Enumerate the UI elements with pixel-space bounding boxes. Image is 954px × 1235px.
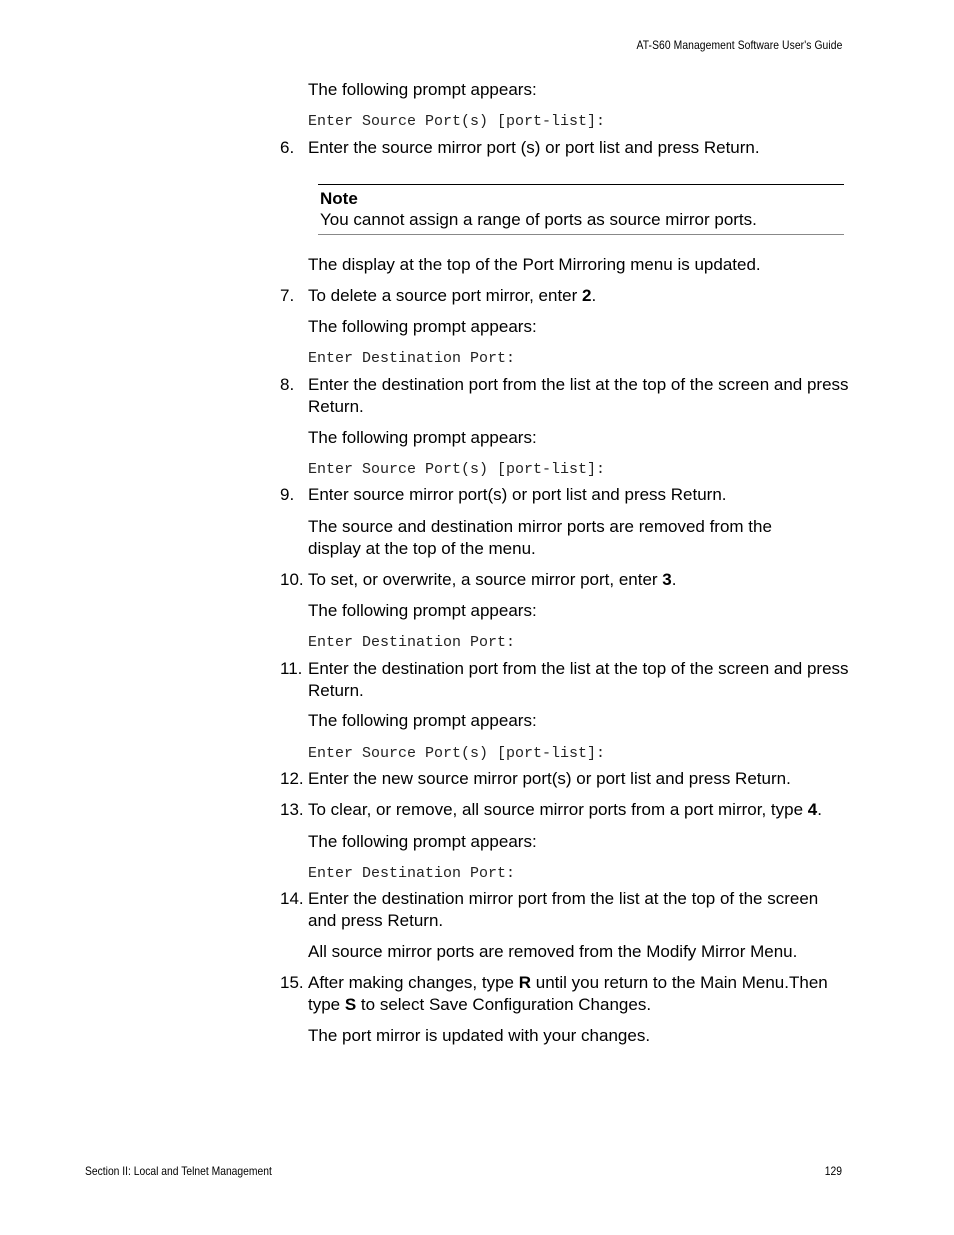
note-box [318, 184, 844, 235]
step-text-part: To clear, or remove, all source mirror ports from a port mirror, type [308, 800, 808, 819]
step-text-part: To set, or overwrite, a source mirror port, enter [308, 570, 663, 589]
step-15 [280, 972, 850, 1016]
step-14 [280, 888, 850, 932]
step-text-part: To delete a source port mirror, enter [308, 286, 583, 305]
key-label: R [518, 973, 532, 992]
step-6 [280, 137, 850, 159]
key-label: 4 [807, 800, 818, 819]
paragraph: The following prompt appears: [308, 601, 537, 620]
note-title: Note [320, 189, 358, 208]
paragraph: The display at the top of the Port Mirroring menu is updated. [308, 255, 761, 274]
footer-section: Section II: Local and Telnet Management [85, 1164, 272, 1178]
code-prompt: Enter Destination Port: [308, 634, 516, 651]
step-9 [280, 484, 850, 506]
step-text [308, 285, 850, 307]
key-label: 2 [582, 286, 592, 305]
note-text: You cannot assign a range of ports as source mirror ports. [320, 210, 757, 229]
paragraph: The source and destination mirror ports are removed from the display at the top of the menu. [308, 517, 772, 558]
paragraph: The following prompt appears: [308, 711, 537, 730]
step-text [308, 972, 850, 1016]
step-number: 7. [280, 286, 295, 305]
step-number: 6. [280, 138, 295, 157]
step-text [308, 799, 850, 821]
step-number: 12. [280, 769, 304, 788]
code-prompt: Enter Source Port(s) [port-list]: [308, 113, 606, 130]
running-header: AT-S60 Management Software User's Guide [636, 38, 842, 52]
step-number: 14. [280, 889, 304, 908]
step-10 [280, 569, 850, 591]
step-text-part: . [671, 570, 677, 589]
step-number: 13. [280, 800, 304, 819]
paragraph: The following prompt appears: [308, 428, 537, 447]
step-13 [280, 799, 850, 821]
step-text: Enter the destination port from the list at the top of the screen and press Return. [308, 375, 849, 416]
step-text-part: After making changes, type [308, 973, 519, 992]
step-12 [280, 768, 850, 790]
step-number: 10. [280, 570, 304, 589]
step-number: 9. [280, 485, 295, 504]
step-text: Enter the destination port from the list at the top of the screen and press Return. [308, 659, 849, 700]
code-prompt: Enter Source Port(s) [port-list]: [308, 461, 606, 478]
step-text: Enter the destination mirror port from the list at the top of the screen and press Return. [308, 889, 819, 930]
key-label: 3 [662, 570, 672, 589]
step-11 [280, 658, 850, 702]
step-8 [280, 374, 850, 418]
step-text [308, 569, 850, 591]
paragraph: The following prompt appears: [308, 832, 537, 851]
step-number: 8. [280, 375, 295, 394]
step-text-part: . [817, 800, 822, 819]
page-number: 129 [824, 1164, 842, 1178]
step-text: Enter the source mirror port (s) or port list and press Return. [308, 138, 760, 157]
step-number: 15. [280, 973, 304, 992]
paragraph: The following prompt appears: [308, 80, 537, 99]
step-7 [280, 285, 850, 307]
key-label: S [344, 995, 357, 1014]
step-text-part: . [591, 286, 597, 305]
step-text-part: until you return to the Main Menu.Then type [308, 973, 828, 1014]
paragraph: The port mirror is updated with your changes. [308, 1026, 651, 1045]
step-number: 11. [280, 659, 303, 678]
step-text-part: to select Save Configuration Changes. [356, 995, 652, 1014]
step-text: Enter the new source mirror port(s) or port list and press Return. [308, 769, 791, 788]
code-prompt: Enter Destination Port: [308, 865, 516, 882]
paragraph: All source mirror ports are removed from the Modify Mirror Menu. [308, 942, 798, 961]
code-prompt: Enter Destination Port: [308, 350, 516, 367]
code-prompt: Enter Source Port(s) [port-list]: [308, 745, 606, 762]
step-text: Enter source mirror port(s) or port list and press Return. [308, 485, 727, 504]
paragraph: The following prompt appears: [308, 317, 537, 336]
